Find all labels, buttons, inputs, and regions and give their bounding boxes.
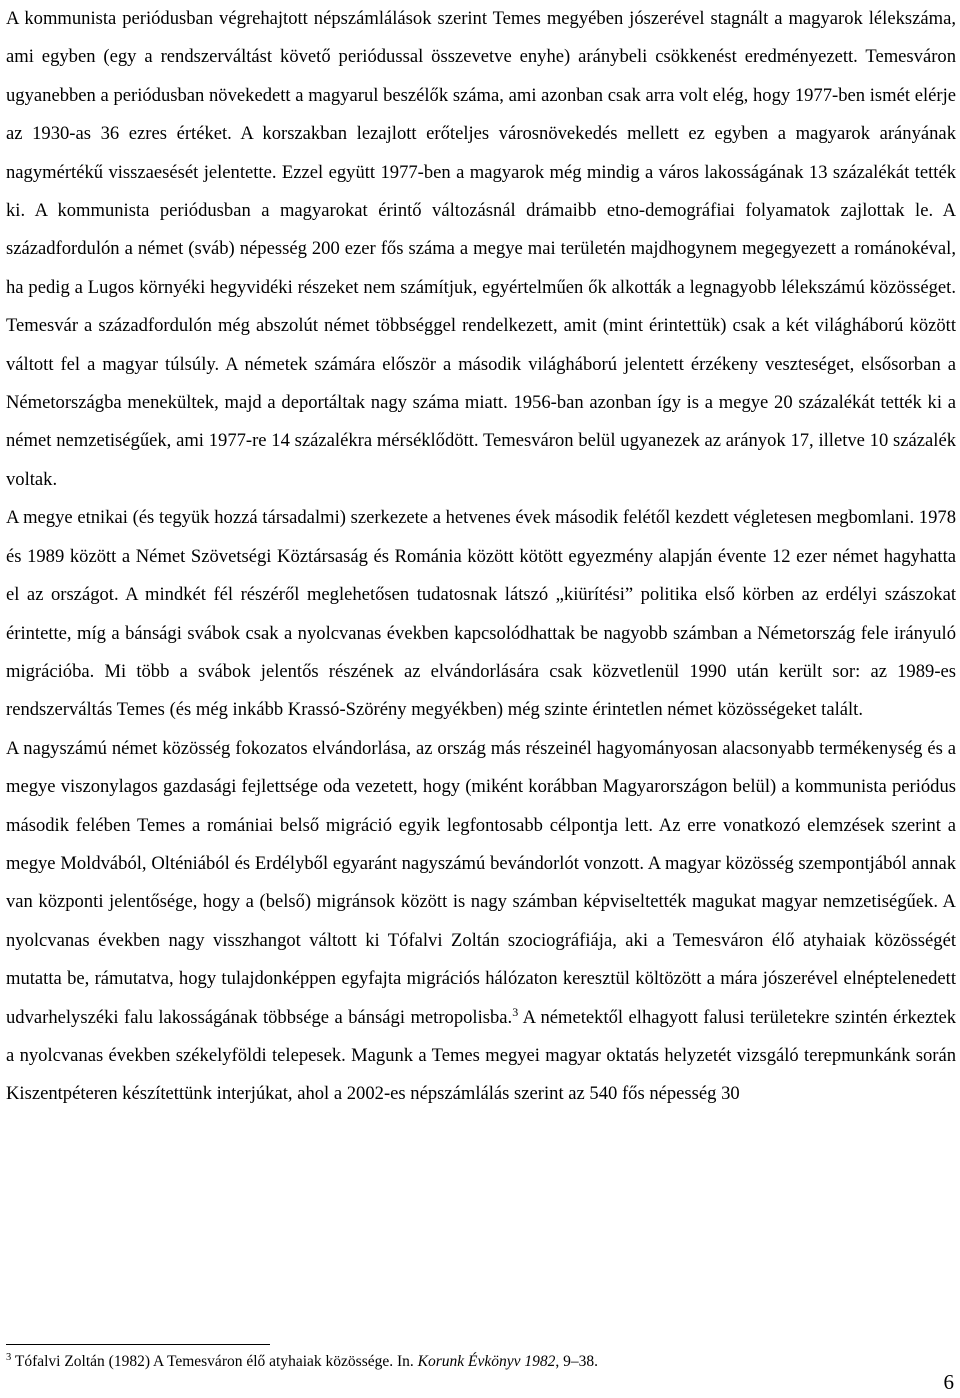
paragraph-3-text-after: A németektől elhagyott falusi területekre szintén érkeztek a nyolcvanas években székelyföldi telepesek. Magunk a Temes megyei magyar oktatás helyzetét vizsgáló terepmunkánk során Kiszentpéteren készítettünk interjúkat, ahol a 2002-es népszámlálás szerint az 540 fős népesség 30 (6, 1006, 956, 1105)
footnote-mark: 3 (6, 1351, 12, 1363)
page-number: 6 (943, 1370, 954, 1394)
footnote-separator (6, 1344, 270, 1345)
footnote-reference[interactable]: 3 (512, 1004, 519, 1019)
footnote (6, 1352, 946, 1372)
paragraph-3-text-before: A nagyszámú német közösség fokozatos elvándorlása, az ország más részeinél hagyományosan alacsonyabb termékenység és a megye viszonylagos gazdasági fejlettsége oda vezetett, hogy (miként korábban Magyarországon belül) a kommunista periódus második felében Temes a romániai belső migráció egyik legfontosabb célpontja lett. Az erre vonatkozó elemzések szerint a megye Moldvából, Olténiából és Erdélyből egyaránt nagyszámú bevándorlót vonzott. A magyar közösség szempontjából annak van központi jelentősége, hogy a (belső) migránsok között is nagy számban képviseltették magukat magyar nemzetiségűek. A nyolcvanas években nagy visszhangot váltott ki Tófalvi Zoltán szociográfiája, aki a Temesváron élő atyhaiak közösségét mutatta be, rámutatva, hogy tulajdonképpen egyfajta migrációs hálózaton keresztül költözött a mára jószerével elnéptelenedett udvarhelyszéki falu lakosságának többsége a bánsági metropolisba. (6, 737, 956, 1028)
footnote-journal-title: Korunk Évkönyv 1982 (417, 1353, 556, 1370)
footnote-text-after: , 9–38. (555, 1353, 599, 1370)
footnote-text-before: Tófalvi Zoltán (1982) A Temesváron élő atyhaiak közössége. In. (11, 1353, 418, 1370)
paragraph-1: A kommunista periódusban végrehajtott népszámlálások szerint Temes megyében jószerével stagnált a magyarok lélekszáma, ami egyben (egy a rendszerváltást követő periódussal összevetve enyhe) aránybeli csökkenést eredményezett. Temesváron ugyanebben a periódusban növekedett a magyarul beszélők száma, ami azonban csak arra volt elég, hogy 1977-ben ismét elérje az 1930-as 36 ezres értéket. A korszakban lezajlott erőteljes városnövekedés mellett ez egyben a magyarok arányának nagymértékű visszaesését jelentette. Ezzel együtt 1977-ben a magyarok még mindig a város lakosságának 13 százalékát tették ki. A kommunista periódusban a magyarokat érintő változásnál drámaibb etno-demográfiai folyamatok zajlottak le. A századfordulón a német (sváb) népesség 200 ezer fős száma a megye mai területén majdhogynem megegyezett a románokéval, ha pedig a Lugos környéki hegyvidéki részeket nem számítjuk, egyértelműen ők alkották a legnagyobb lélekszámú közösséget. Temesvár a századfordulón még abszolút német többséggel rendelkezett, amit (mint érintettük) csak a két világháború között váltott fel a magyar túlsúly. A németek számára először a második világháború jelentett érzékeny veszteséget, elsősorban a Németországba menekültek, majd a deportáltak nagy száma miatt. 1956-ban azonban így is a megye 20 százalékát tették ki a német nemzetiségűek, ami 1977-re 14 százalékra mérséklődött. Temesváron belül ugyanezek az arányok 17, illetve 10 százalék voltak. (6, 8, 956, 490)
paragraph-2: A megye etnikai (és tegyük hozzá társadalmi) szerkezete a hetvenes évek második felétől kezdett végletesen megbomlani. 1978 és 1989 között a Német Szövetségi Köztársaság és Románia között kötött egyezmény alapján évente 12 ezer német hagyhatta el az országot. A mindkét fél részéről meglehetősen tudatosnak látszó „kiürítési” politika első körben az erdélyi szászokat érintette, míg a bánsági svábok csak a nyolcvanas években kapcsolódhattak be nagyobb számban a Németország fele irányuló migrációba. Mi több a svábok jelentős részének az elvándorlására csak közvetlenül 1990 után került sor: az 1989-es rendszerváltás Temes (és még inkább Krassó-Szörény megyékben) még szinte érintetlen német közösségeket talált. (6, 507, 956, 721)
paragraph-3 (6, 730, 956, 1114)
document-page (6, 0, 956, 1114)
